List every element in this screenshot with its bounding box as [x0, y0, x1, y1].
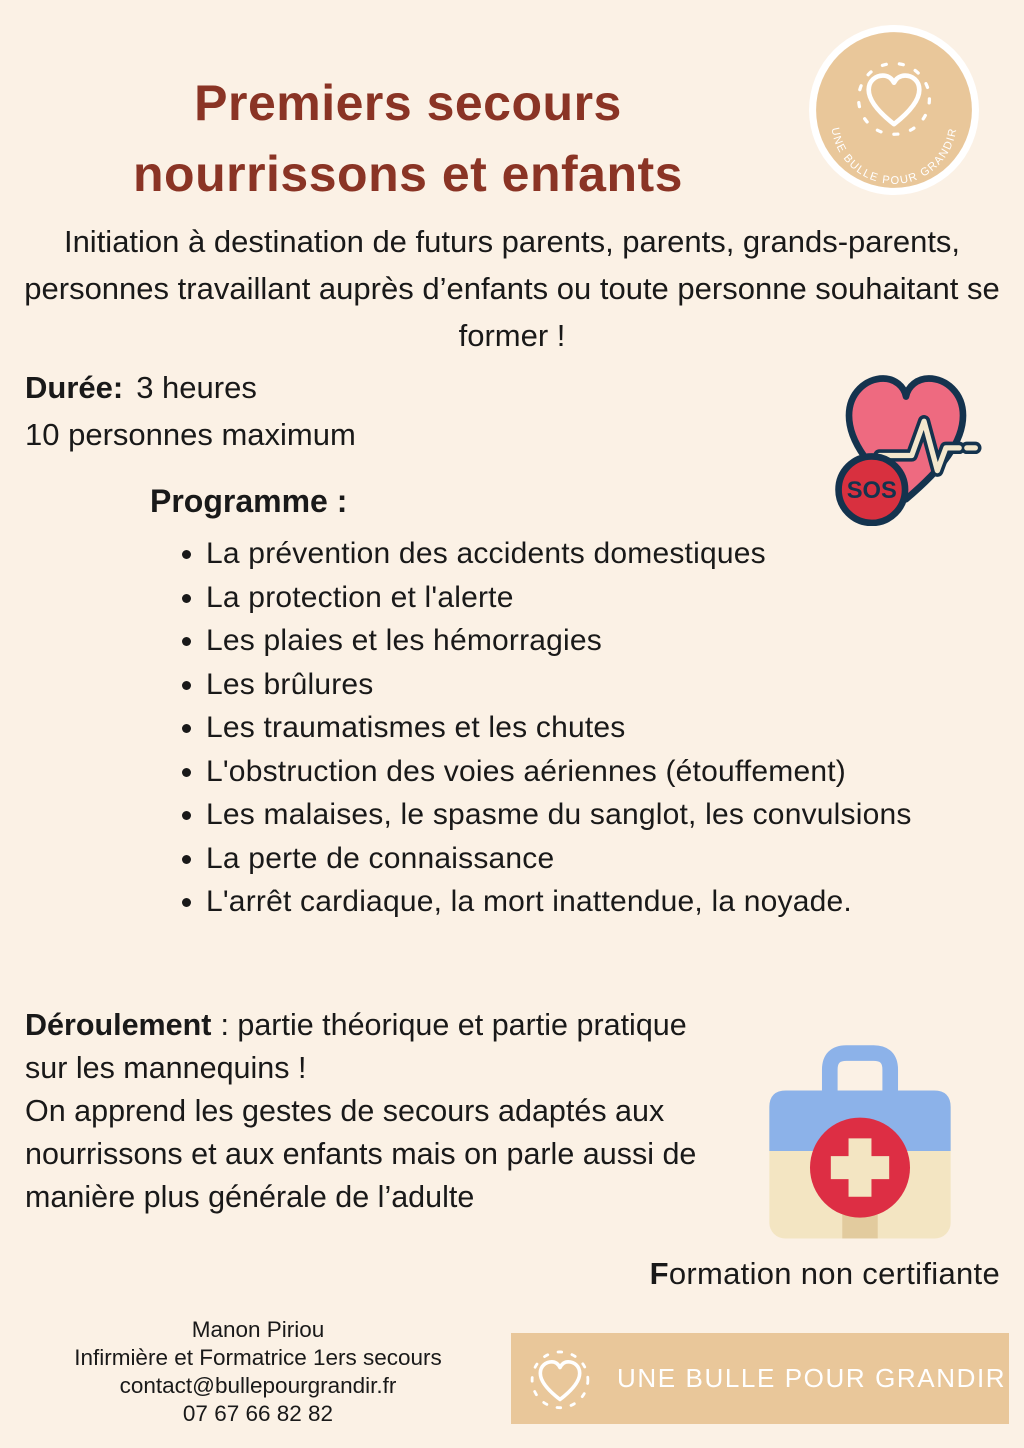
- programme-item: • Les plaies et les hémorragies: [206, 619, 1020, 663]
- brand-logo-round: [808, 24, 980, 196]
- programme-item: • La prévention des accidents domestiques: [206, 532, 1020, 576]
- certification-note: [650, 1256, 1000, 1292]
- programme-item: • Les malaises, le spasme du sanglot, les convulsions: [206, 793, 1020, 837]
- deroulement-intro: [25, 1004, 730, 1090]
- banner-heart-icon: [519, 1338, 601, 1420]
- duration-label: Durée:: [25, 370, 124, 405]
- duration-block: [25, 364, 356, 458]
- banner-brand-text: UNE BULLE POUR GRANDIR: [617, 1363, 1007, 1393]
- contact-name: Manon Piriou: [191, 1317, 325, 1342]
- programme-item: • La perte de connaissance: [206, 837, 1020, 881]
- contact-role: Infirmière et Formatrice 1ers secours: [74, 1345, 442, 1370]
- logo-curved-text: UNE BULLE POUR GRANDIR: [828, 126, 960, 187]
- capacity-line: 10 personnes maximum: [25, 417, 356, 452]
- deroulement-intro-rest: : partie théorique et partie pratique sur les mannequins !: [25, 1008, 687, 1085]
- intro-text: Initiation à destination de futurs parents, parents, grands-parents, personnes travaillant auprès d’enfants ou toute personne souhaitant se former !: [24, 224, 1000, 353]
- duration-value: 3 heures: [136, 370, 257, 405]
- programme-section: [150, 482, 1020, 924]
- programme-item: • Les brûlures: [206, 663, 1020, 707]
- heart-icon: [540, 1361, 579, 1399]
- deroulement-label: Déroulement: [25, 1008, 212, 1042]
- programme-list: [150, 532, 1020, 924]
- programme-heading: Programme :: [150, 483, 348, 519]
- deroulement-body: On apprend les gestes de secours adaptés aux nourrissons et aux enfants mais on parle aussi de manière plus générale de l’adulte: [25, 1094, 697, 1214]
- title-line-1: Premiers secours: [194, 74, 622, 131]
- programme-item: • Les traumatismes et les chutes: [206, 706, 1020, 750]
- title-line-2: nourrissons et enfants: [133, 145, 683, 202]
- programme-item: • L'obstruction des voies aériennes (étouffement): [206, 750, 1020, 794]
- page-title: [88, 68, 728, 210]
- duration-line: [25, 364, 356, 411]
- brand-banner: [511, 1333, 1009, 1424]
- certification-rest: ormation non certifiante: [668, 1256, 1000, 1291]
- programme-item: • La protection et l'alerte: [206, 576, 1020, 620]
- contact-phone: 07 67 66 82 82: [182, 1401, 334, 1426]
- contact-email: contact@bullepourgrandir.fr: [119, 1373, 397, 1398]
- logo-disc: [816, 32, 972, 188]
- deroulement-section: [25, 1004, 730, 1219]
- first-aid-kit-icon: [750, 1028, 970, 1252]
- kit-handle: [830, 1053, 890, 1093]
- certification-lead: F: [649, 1256, 669, 1291]
- contact-block: [28, 1316, 488, 1428]
- programme-item: • L'arrêt cardiaque, la mort inattendue, la noyade.: [206, 880, 1020, 924]
- sos-label: SOS: [846, 477, 897, 505]
